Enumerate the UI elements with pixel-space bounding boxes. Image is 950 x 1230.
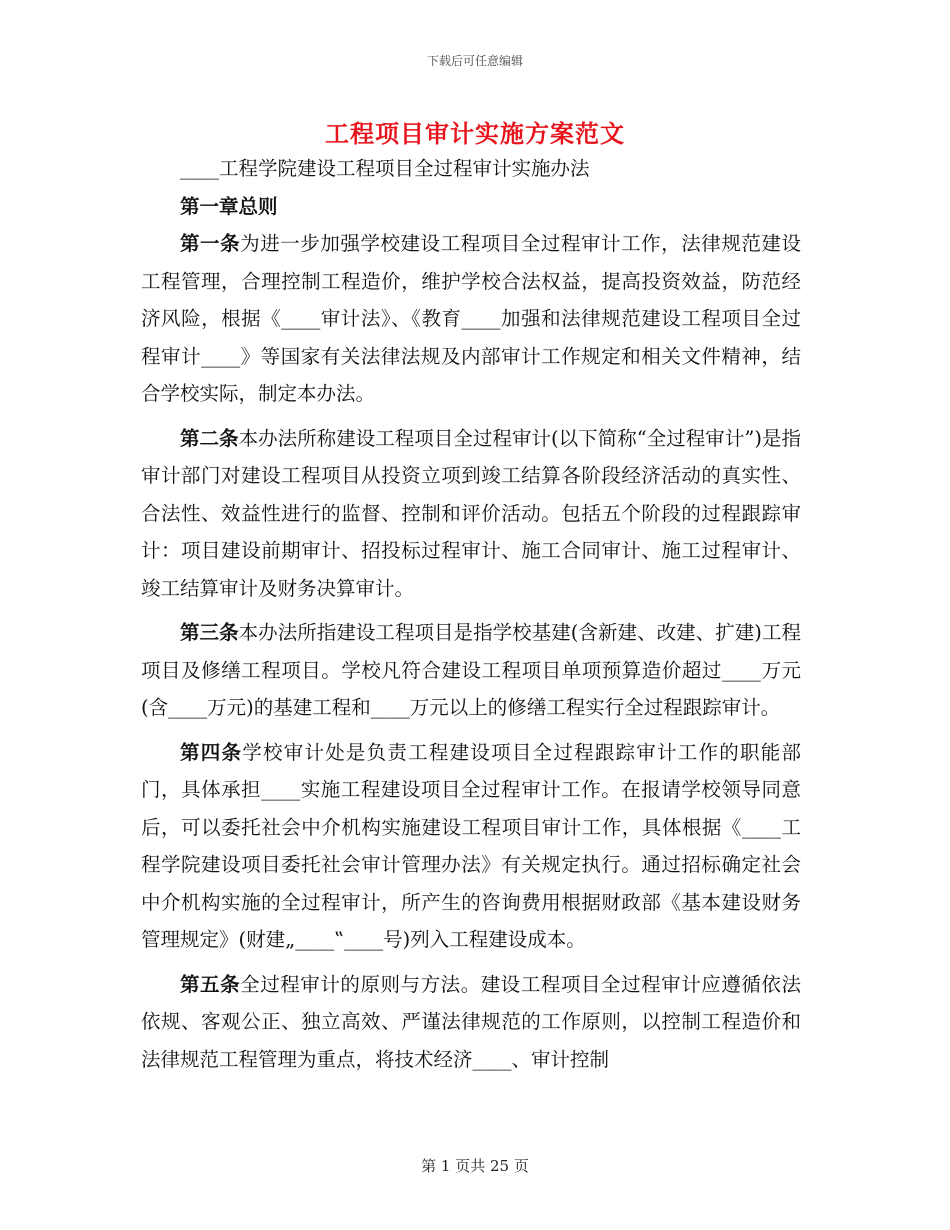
- subtitle: ____工程学院建设工程项目全过程审计实施办法: [180, 157, 590, 180]
- document-title: 工程项目审计实施方案范文: [325, 119, 625, 148]
- article-3-text: 本办法所指建设工程项目是指学校基建(含新建、改建、扩建)工程项目及修缮工程项目。学校凡符合建设工程项目单项预算造价超过____万元(含____万元)的基建工程和____万元以上的修缮工程实行全过程跟踪审计。: [141, 621, 801, 719]
- article-2-lead: 第二条: [180, 426, 239, 450]
- document-body: [141, 150, 801, 1078]
- article-2-text: 本办法所称建设工程项目全过程审计(以下简称“全过程审计”)是指审计部门对建设工程项目从投资立项到竣工结算各阶段经济活动的真实性、合法性、效益性进行的监督、控制和评价活动。包括五个阶段的过程跟踪审计：项目建设前期审计、招投标过程审计、施工合同审计、施工过程审计、竣工结算审计及财务决算审计。: [141, 426, 801, 600]
- article-4: [141, 734, 801, 959]
- article-4-lead: 第四条: [180, 740, 243, 764]
- page-footer: 第 1 页共 25 页: [421, 1157, 529, 1175]
- article-5: [141, 966, 801, 1079]
- article-5-text: 全过程审计的原则与方法。建设工程项目全过程审计应遵循依法依规、客观公正、独立高效、严谨法律规范的工作原则，以控制工程造价和法律规范工程管理为重点，将技术经济____、审计控制: [141, 972, 801, 1071]
- article-4-text: 学校审计处是负责工程建设项目全过程跟踪审计工作的职能部门，具体承担____实施工程建设项目全过程审计工作。在报请学校领导同意后，可以委托社会中介机构实施建设工程项目审计工作，具体根据《____工程学院建设项目委托社会审计管理办法》有关规定执行。通过招标确定社会中介机构实施的全过程审计，所产生的咨询费用根据财政部《基本建设财务管理规定》(财建„____‟____号)列入工程建设成本。: [141, 740, 801, 951]
- chapter-heading: 第一章总则: [180, 194, 278, 218]
- article-1-lead: 第一条: [180, 232, 241, 255]
- article-1: [141, 225, 801, 413]
- article-5-lead: 第五条: [180, 972, 241, 996]
- article-3: [141, 614, 801, 727]
- header-note: 下载后可任意编辑: [426, 54, 523, 68]
- article-2: [141, 420, 801, 608]
- article-3-lead: 第三条: [180, 621, 239, 644]
- article-1-text: 为进一步加强学校建设工程项目全过程审计工作，法律规范建设工程管理，合理控制工程造价，维护学校合法权益，提高投资效益，防范经济风险，根据《____审计法》、《教育____加强和法律规范建设工程项目全过程审计____》等国家有关法律法规及内部审计工作规定和相关文件精神，结合学校实际，制定本办法。: [141, 232, 801, 405]
